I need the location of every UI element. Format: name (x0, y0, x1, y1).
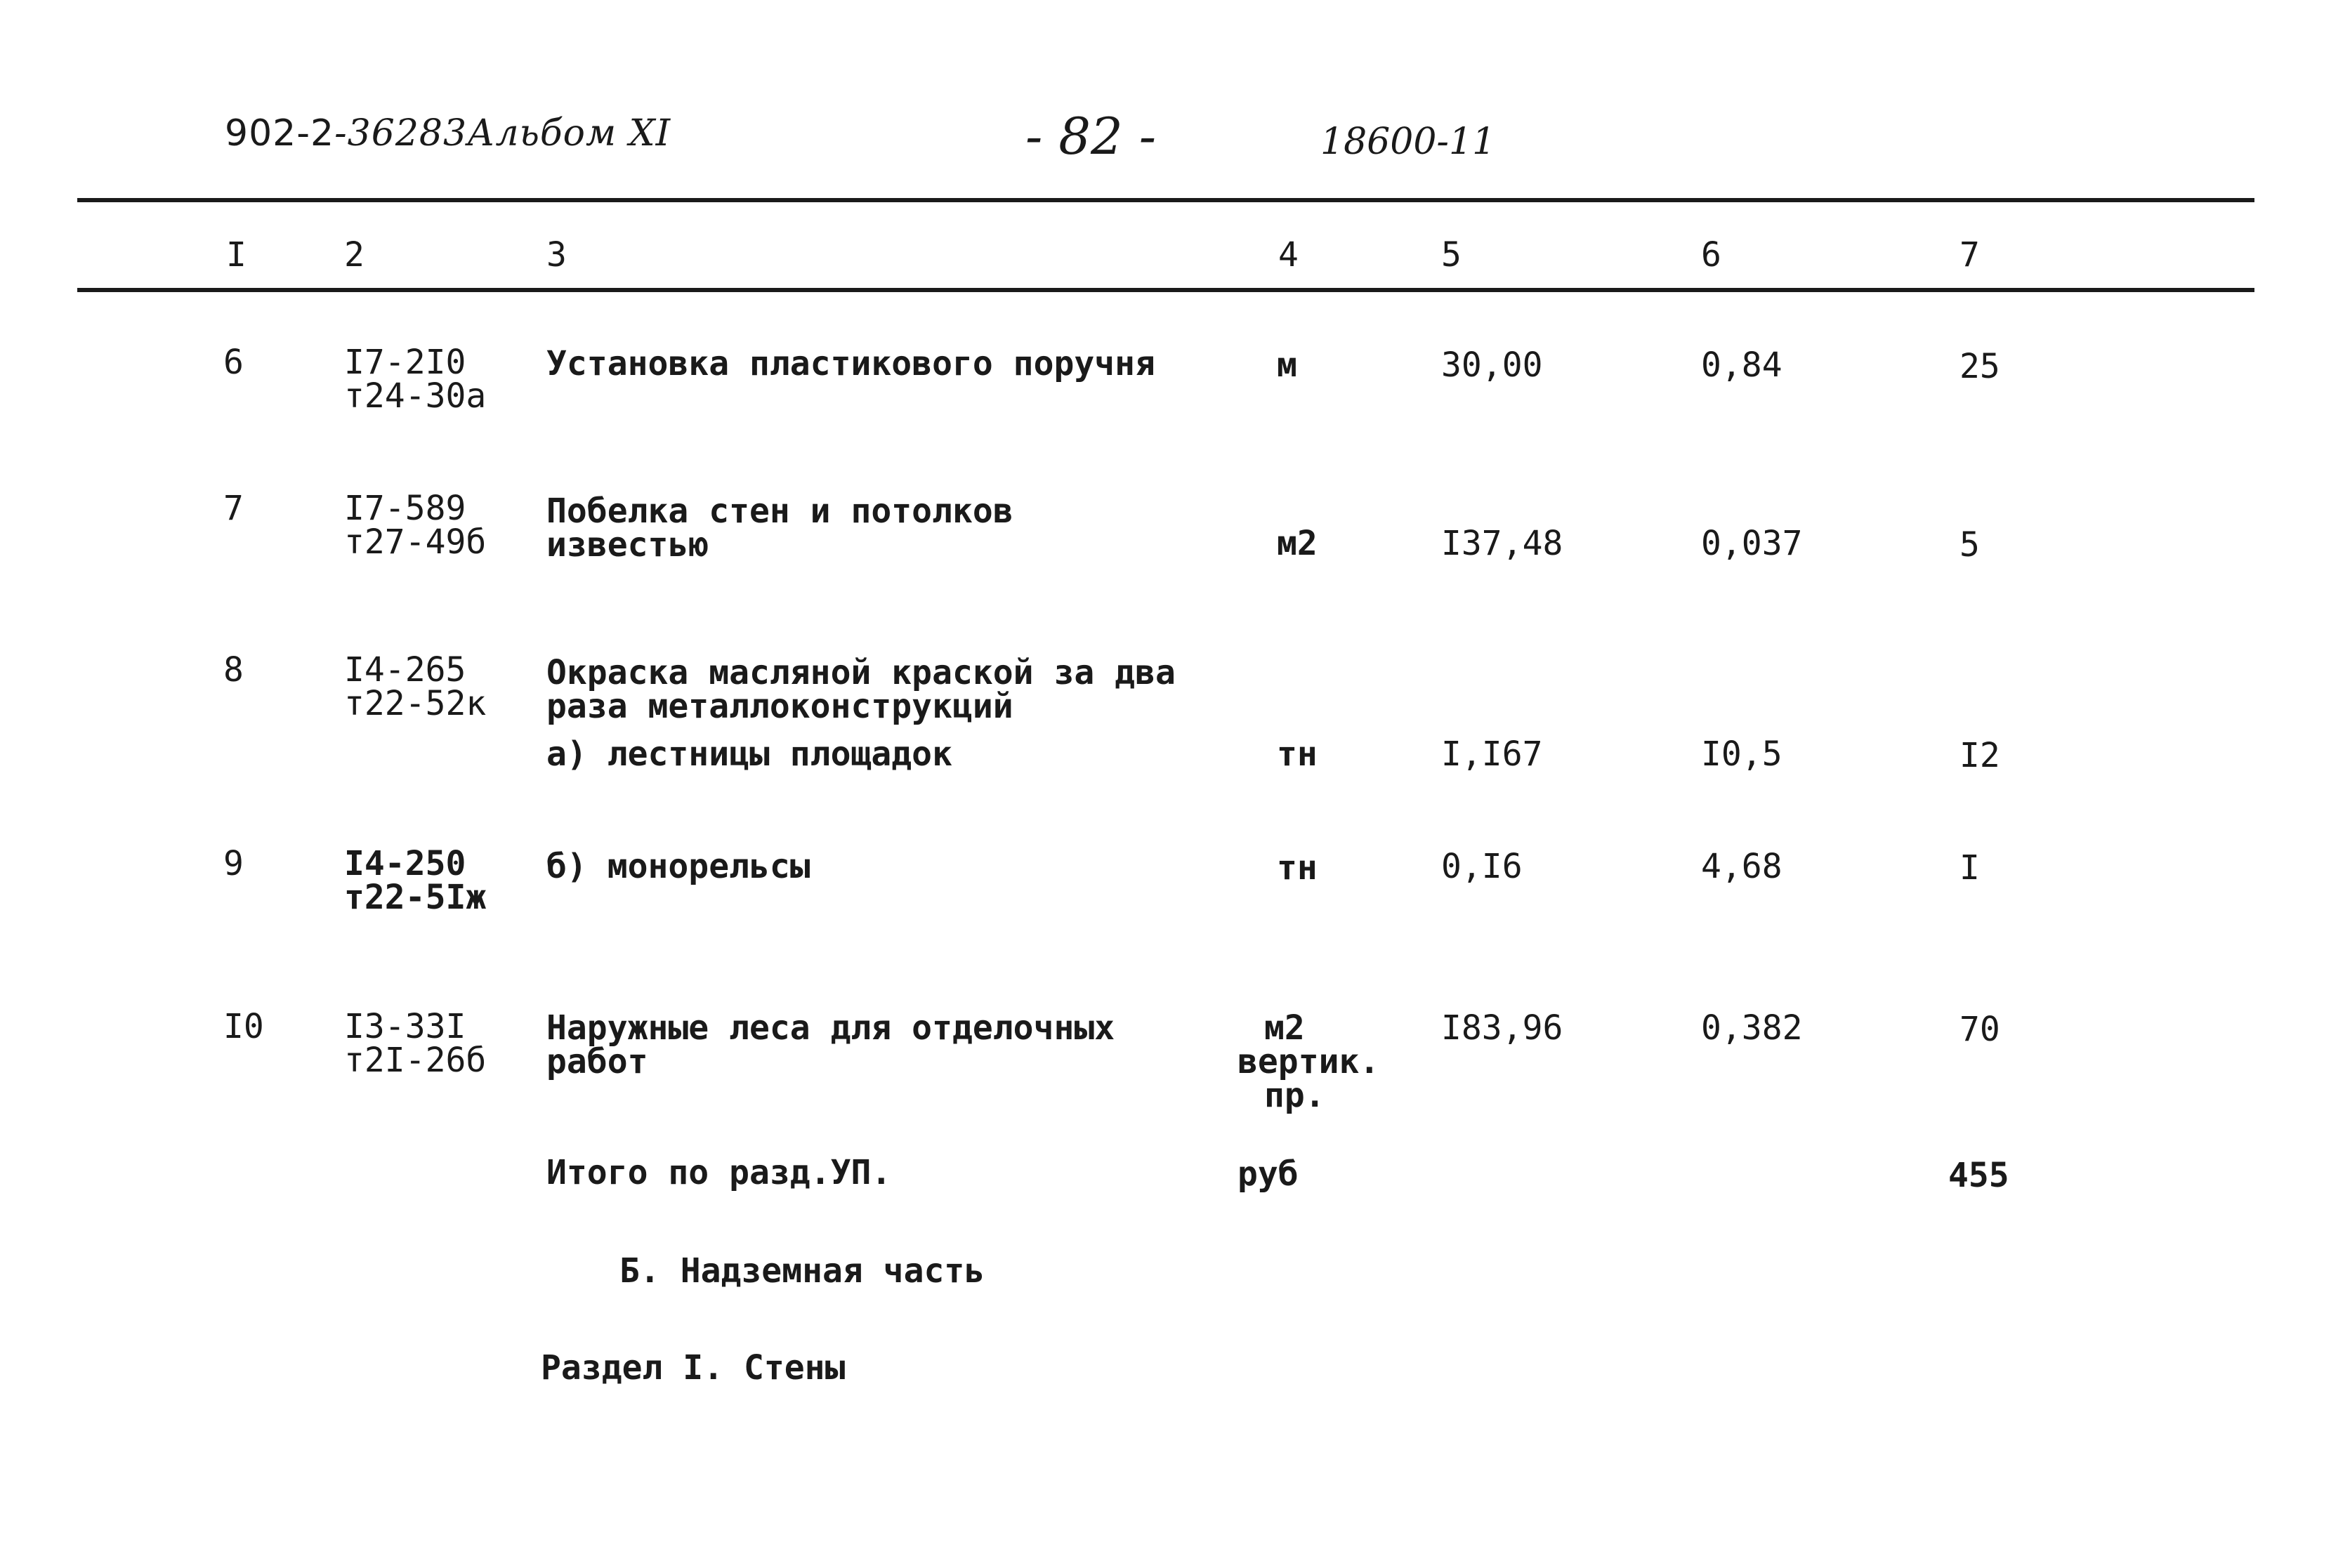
total-cost: I2 (1959, 736, 2000, 775)
column-number-4: 4 (1278, 235, 1299, 275)
unit: тн (1277, 734, 1318, 774)
section-heading-b: Б. Надземная часть (619, 1251, 985, 1291)
doc-number-printed: 902-2 (225, 112, 335, 154)
section-heading-1: Раздел I. Стены (541, 1348, 846, 1388)
row-number: I0 (223, 1007, 264, 1046)
unit-price: I0,5 (1701, 734, 1782, 774)
total-cost: 5 (1959, 525, 1980, 565)
work-description-line-2: известью (546, 525, 709, 565)
subtotal-total: 455 (1948, 1156, 2009, 1195)
norm-code-line-1: I4-250 (344, 844, 466, 883)
work-sub-description: а) лестницы площадок (546, 734, 952, 774)
subtotal-unit: руб (1237, 1154, 1299, 1194)
norm-code-line-1: I3-33I (344, 1007, 466, 1046)
column-number-3: 3 (546, 235, 567, 275)
page-number: - 82 - (1025, 107, 1157, 166)
column-number-7: 7 (1959, 235, 1980, 275)
total-cost: 70 (1959, 1010, 2000, 1049)
quantity: I37,48 (1441, 524, 1563, 563)
column-number-2: 2 (344, 235, 365, 275)
norm-code-line-2: т24-30а (344, 376, 487, 416)
column-number-1: I (226, 235, 247, 275)
work-description-line-1: Побелка стен и потолков (546, 492, 1013, 531)
work-description-line-2: раза металлоконструкций (546, 687, 1013, 726)
quantity: I83,96 (1441, 1008, 1563, 1048)
quantity: 30,00 (1441, 345, 1543, 385)
norm-code-line-1: I7-589 (344, 489, 466, 528)
work-description-line-1: Наружные леса для отделочных (546, 1008, 1115, 1048)
row-number: 7 (223, 489, 244, 528)
work-description: Установка пластикового поручня (546, 344, 1155, 383)
work-description-line-2: работ (546, 1042, 648, 1081)
unit-line-1: м2 (1264, 1008, 1305, 1048)
quantity: I,I67 (1441, 734, 1543, 774)
quantity: 0,I6 (1441, 847, 1523, 886)
subtotal-label: Итого по разд.УП. (546, 1153, 892, 1192)
row-number: 8 (223, 650, 244, 690)
doc-number-handwritten: -36283Альбом XI (334, 112, 671, 154)
norm-code-line-2: т22-5Iж (344, 878, 487, 917)
row-number: 9 (223, 844, 244, 883)
norm-code-line-1: I7-2I0 (344, 343, 466, 382)
norm-code-line-2: т27-49б (344, 522, 487, 562)
document-code: 18600-11 (1320, 121, 1496, 163)
work-description: б) монорельсы (546, 847, 810, 886)
total-cost: I (1959, 848, 1980, 888)
total-cost: 25 (1959, 347, 2000, 386)
header-rule (77, 288, 2254, 292)
row-number: 6 (223, 343, 244, 382)
norm-code-line-1: I4-265 (344, 650, 466, 690)
top-rule (77, 198, 2254, 202)
unit-price: 0,84 (1701, 345, 1782, 385)
unit: м2 (1277, 524, 1318, 563)
work-description-line-1: Окраска масляной краской за два (546, 653, 1176, 692)
norm-code-line-2: т2I-26б (344, 1041, 487, 1080)
unit-price: 0,382 (1701, 1008, 1803, 1048)
column-number-6: 6 (1701, 235, 1721, 275)
unit-line-2: вертик. (1237, 1042, 1380, 1081)
norm-code-line-2: т22-52к (344, 684, 487, 723)
unit-line-3: пр. (1264, 1076, 1325, 1115)
document-number (225, 112, 671, 154)
unit-price: 4,68 (1701, 847, 1782, 886)
unit: тн (1277, 848, 1318, 888)
column-number-5: 5 (1441, 235, 1462, 275)
unit-price: 0,037 (1701, 524, 1803, 563)
unit: м (1277, 345, 1297, 385)
